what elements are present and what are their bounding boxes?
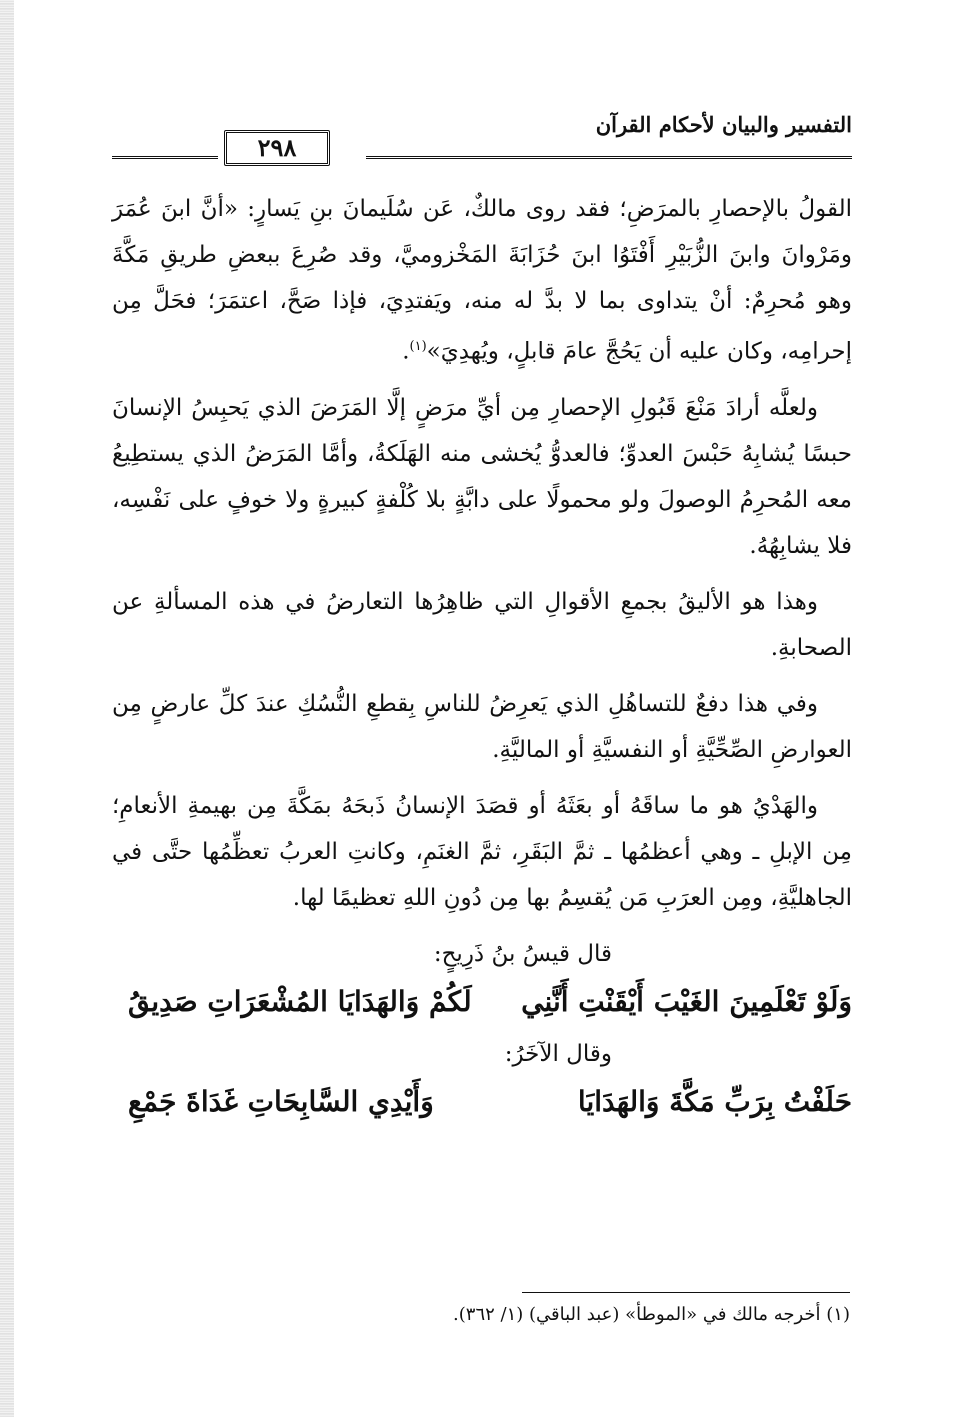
paragraph-5: والهَدْيُ هو ما ساقَهُ أو بعَثَهُ أو قصَدَ الإنسانُ ذَبحَهُ بمَكَّةَ مِن بهيمةِ الأنعامِ؛ مِن الإبلِ ـ وهي أعظمُها ـ ثمَّ البَقَرِ، ثمَّ الغنَمِ، وكانتِ العربُ تعظِّمُها حتَّى في الجاهليَّةِ، ومِن العرَبِ مَن يُقسِمُ بها مِن دُونِ اللهِ تعظيمًا لها.: [112, 792, 852, 911]
verse-2-second-hemistich: وَأَيْدِي السَّابِحَاتِ غَدَاةَ جَمْعِ: [128, 1084, 434, 1118]
verse-1: [112, 979, 852, 1025]
header-rule-left: [112, 156, 218, 159]
header-rule-right: [366, 156, 852, 159]
footnote-separator: [522, 1292, 850, 1293]
page-body: [112, 186, 852, 1131]
verse-2: [112, 1079, 852, 1125]
footnote-reference: (١): [409, 339, 427, 354]
scan-edge: [0, 0, 14, 1417]
footnote-1: (١) أخرجه مالك في «الموطأ» (عبد الباقي) (١/ ٣٦٢).: [453, 1304, 850, 1325]
book-title: التفسير والبيان لأحكام القرآن: [595, 112, 852, 137]
paragraph-1: القولُ بالإحصارِ بالمرَضِ؛ فقد روى مالكٌ، عَن سُلَيمانَ بنِ يَسارٍ: «أنَّ ابنَ عُمَرَ ومَرْوانَ وابنَ الزُّبَيْرِ أَفْتَوُا ابنَ حُزَابَةَ المَخْزوميَّ، وقد صُرِعَ ببعضِ طريقِ مَكَّةَ وهو مُحرِمٌ: أنْ يتداوى بما لا بدَّ له منه، ويَفتدِيَ، فإذا صَحَّ، اعتمَرَ؛ فحَلَّ مِن إحرامِه، وكان عليه أن يَحُجَّ عامَ قابلٍ، ويُهدِيَ»$^{(١)}$.: [112, 196, 852, 365]
poem-intro-2: وقال الآخَرُ:: [504, 1040, 612, 1067]
poem-intro-1: قال قيسُ بنُ ذَرِيحٍ:: [433, 940, 612, 967]
page-header: [112, 96, 852, 166]
paragraph-2: ولعلَّه أرادَ مَنْعَ قَبُولِ الإحصارِ مِن أيِّ مرَضٍ إلَّا المَرَضَ الذي يَحبِسُ الإنسانَ حبسًا يُشابِهُ حَبْسَ العدوِّ؛ فالعدوُّ يُخشى منه الهَلَكةُ، وأمَّا المَرَضُ الذي يستطِيعُ معه المُحرِمُ الوصولَ ولو محمولًا على دابَّةٍ بلا كُلْفةٍ كبيرةٍ ولا خوفٍ على نَفْسِه، فلا يشابِهُهُ.: [112, 394, 852, 559]
paragraph-4: وفي هذا دفعٌ للتساهُلِ الذي يَعرِضُ للناسِ بِقطعِ النُّسُكِ عندَ كلِّ عارضٍ مِن العوارضِ الصِّحِّيَّةِ أو النفسيَّةِ أو الماليَّةِ.: [112, 690, 852, 763]
verse-1-first-hemistich: وَلَوْ تَعْلَمِينَ الغَيْبَ أَيْقَنْتِ أَنَّنِي: [521, 984, 852, 1018]
paragraph-1-text: القولُ بالإحصارِ بالمرَضِ؛ فقد روى مالكٌ، عَن سُلَيمانَ بنِ يَسارٍ: «أنَّ ابنَ عُمَرَ ومَرْوانَ وابنَ الزُّبَيْرِ أَفْتَوُا ابنَ حُزَابَةَ المَخْزوميَّ، وقد صُرِعَ ببعضِ طريقِ مَكَّةَ وهو مُحرِمٌ: أنْ يتداوى بما لا بدَّ له منه، ويَفتدِيَ، فإذا صَحَّ، اعتمَرَ؛ فحَلَّ مِن إحرامِه، وكان عليه أن يَحُجَّ عامَ قابلٍ، ويُهدِيَ»: [112, 196, 852, 365]
verse-1-second-hemistich: لَكُمْ وَالهَدَايَا المُشْعَرَاتِ صَدِيقُ: [128, 984, 472, 1018]
paragraph-3: وهذا هو الأليقُ بجمعِ الأقوالِ التي ظاهِرُها التعارضُ في هذه المسألةِ عن الصحابةِ.: [112, 588, 852, 661]
page-number: ٢٩٨: [224, 130, 330, 166]
verse-2-first-hemistich: حَلَفْتُ بِرَبِّ مَكَّةَ وَالهَدَايَا: [577, 1084, 852, 1118]
